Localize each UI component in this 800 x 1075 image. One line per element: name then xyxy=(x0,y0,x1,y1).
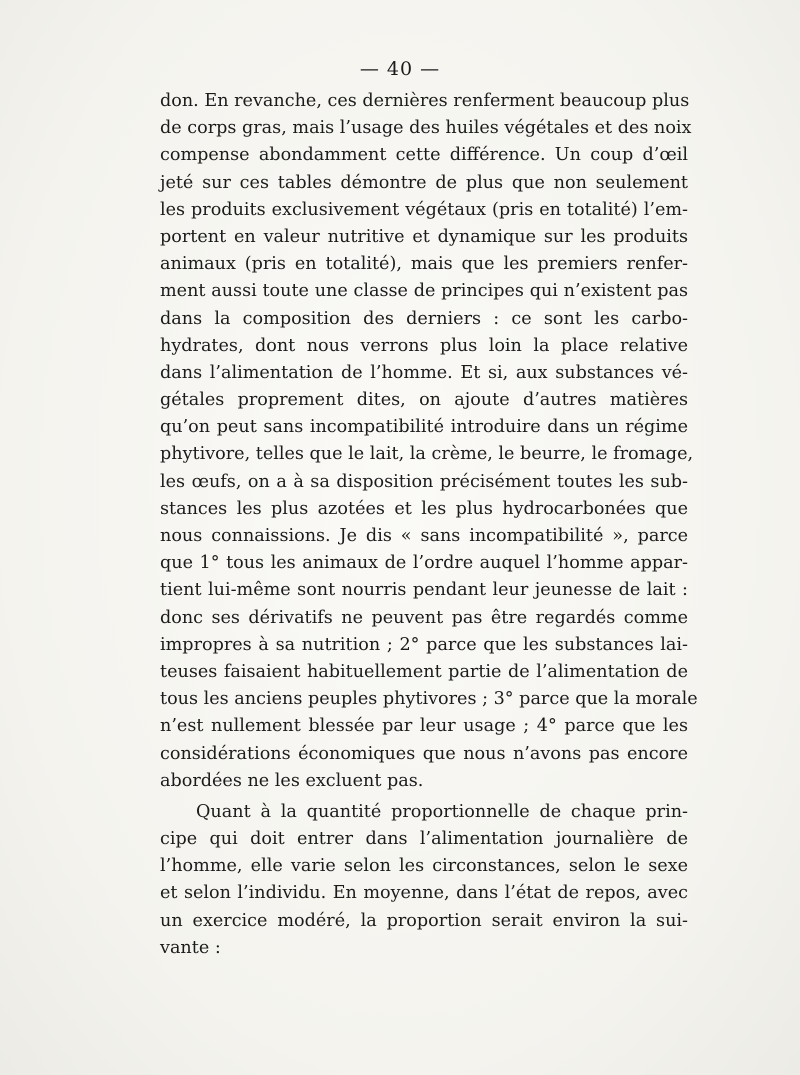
text-line: l’homme, elle varie selon les circonstances, selon le sexe xyxy=(160,856,688,877)
text-line: phytivore, telles que le lait, la crème, le beurre, le fromage, xyxy=(160,444,694,465)
text-line: considérations économiques que nous n’avons pas encore xyxy=(160,743,688,764)
text-line: cipe qui doit entrer dans l’alimentation journalière de xyxy=(160,829,688,850)
text-line: compense abondamment cette différence. Un coup d’œil xyxy=(160,145,688,166)
text-line: tient lui-même sont nourris pendant leur jeunesse de lait : xyxy=(160,580,688,601)
text-line: abordées ne les excluent pas. xyxy=(160,770,424,791)
text-line: teuses faisaient habituellement partie de l’alimentation de xyxy=(160,661,688,682)
text-line: impropres à sa nutrition ; 2° parce que les substances lai- xyxy=(160,634,688,655)
text-line: ment aussi toute une classe de principes qui n’existent pas xyxy=(160,281,688,302)
text-line: donc ses dérivatifs ne peuvent pas être regardés comme xyxy=(160,607,688,628)
text-line: un exercice modéré, la proportion serait environ la sui- xyxy=(160,910,688,931)
text-line: don. En revanche, ces dernières renferment beaucoup plus xyxy=(160,91,690,111)
text-line: animaux (pris en totalité), mais que les premiers renfer- xyxy=(160,254,688,275)
text-line: portent en valeur nutritive et dynamique sur les produits xyxy=(160,226,688,247)
text-line: qu’on peut sans incompatibilité introduire dans un régime xyxy=(160,417,688,438)
text-line: les œufs, on a à sa disposition précisément toutes les sub- xyxy=(160,471,688,492)
text-line: dans l’alimentation de l’homme. Et si, aux substances vé- xyxy=(160,362,688,383)
text-line: vante : xyxy=(160,937,221,958)
text-line: tous les anciens peuples phytivores ; 3° parce que la morale xyxy=(160,689,698,710)
body-text xyxy=(160,88,698,962)
text-line: gétales proprement dites, on ajoute d’autres matières xyxy=(160,390,688,411)
text-line: Quant à la quantité proportionnelle de chaque prin- xyxy=(196,801,688,822)
text-line: n’est nullement blessée par leur usage ; 4° parce que les xyxy=(160,716,688,737)
text-line: nous connaissions. Je dis « sans incompatibilité », parce xyxy=(160,526,688,546)
paragraph-1 xyxy=(160,88,698,795)
text-line: jeté sur ces tables démontre de plus que non seulement xyxy=(160,172,688,193)
text-line: que 1° tous les animaux de l’ordre auquel l’homme appar- xyxy=(160,553,688,574)
text-line: de corps gras, mais l’usage des huiles végétales et des noix xyxy=(160,118,692,139)
text-line: et selon l’individu. En moyenne, dans l’état de repos, avec xyxy=(160,883,688,904)
page-number: — 40 — xyxy=(359,58,441,80)
text-line: dans la composition des derniers : ce sont les carbo- xyxy=(160,308,688,329)
text-line: hydrates, dont nous verrons plus loin la place relative xyxy=(160,335,688,356)
text-line: les produits exclusivement végétaux (pris en totalité) l’em- xyxy=(160,199,688,220)
paragraph-2 xyxy=(160,799,688,962)
text-line: stances les plus azotées et les plus hydrocarbonées que xyxy=(160,498,688,519)
